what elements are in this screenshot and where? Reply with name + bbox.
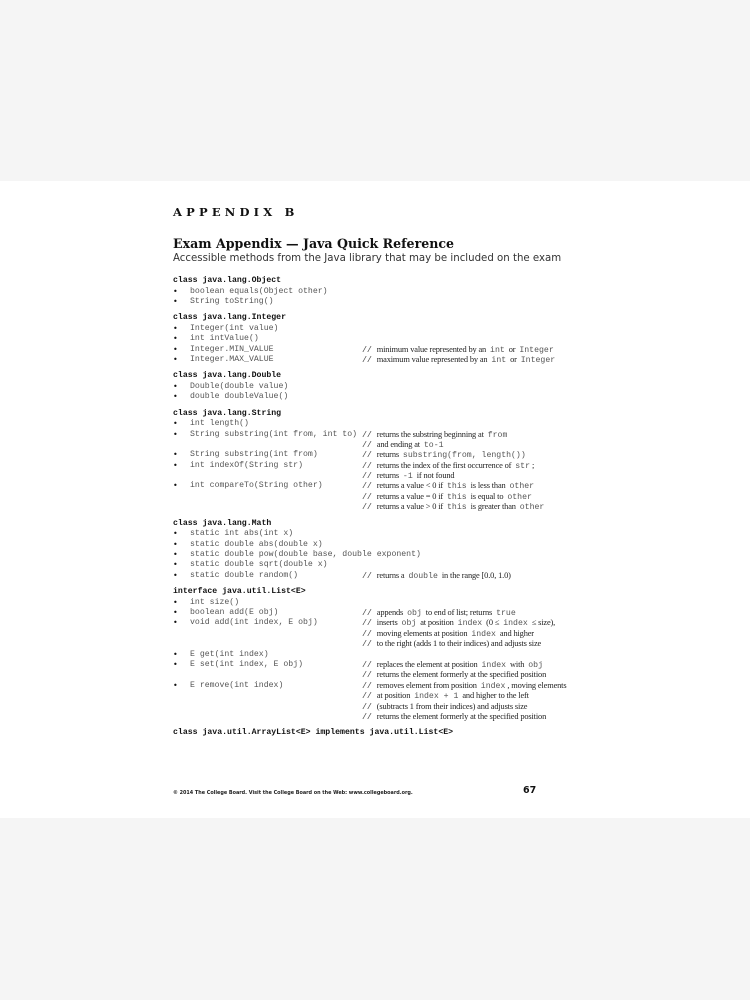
comment-text: at position	[376, 691, 413, 701]
comment-text: or	[508, 354, 519, 364]
class-heading: class java.lang.Double	[173, 371, 282, 381]
comment-code: -1	[402, 472, 413, 482]
reference-content	[173, 276, 593, 737]
comment-text: minimum value represented by an	[376, 344, 489, 354]
method-row	[173, 324, 593, 334]
comment-text: ≤ size),	[529, 618, 556, 628]
method-comment	[362, 492, 534, 502]
method-signature: String toString()	[190, 296, 274, 306]
method-signature: Integer.MIN_VALUE	[190, 344, 274, 354]
class-section	[173, 276, 593, 307]
method-comment	[362, 430, 509, 440]
method-signature: static double random()	[190, 570, 299, 580]
comment-text: is less than	[468, 481, 508, 491]
comment-slashes: //	[362, 460, 372, 471]
method-comment	[362, 355, 557, 365]
comment-text: or	[506, 344, 518, 354]
method-signature: static double abs(double x)	[190, 539, 323, 549]
method-row	[173, 608, 593, 618]
method-signature: String substring(int from, int to)	[190, 429, 358, 439]
comment-slashes: //	[362, 491, 372, 502]
method-comment	[362, 502, 546, 512]
comment-code: int	[490, 345, 505, 355]
bullet-icon: •	[173, 323, 178, 333]
bullet-icon	[173, 702, 190, 712]
method-signature	[190, 702, 362, 712]
bullet-icon: •	[173, 354, 178, 364]
comment-code: substring(from, length())	[402, 451, 526, 461]
comment-text: returns a value = 0 if	[376, 491, 446, 501]
comment-text: returns	[376, 450, 401, 460]
method-row	[173, 540, 593, 550]
bullet-icon: •	[173, 429, 178, 439]
method-signature: void add(int index, E obj)	[190, 618, 318, 628]
comment-code: index	[457, 619, 483, 629]
method-comment	[362, 629, 534, 639]
comment-continuation-row	[173, 471, 593, 481]
bullet-icon	[173, 712, 190, 722]
bullet-icon: •	[173, 649, 178, 659]
page-title: Exam Appendix — Java Quick Reference	[173, 236, 455, 251]
comment-slashes: //	[362, 680, 372, 691]
comment-code: to-1	[423, 440, 444, 450]
comment-slashes: //	[362, 429, 372, 440]
comment-code: index	[471, 629, 496, 639]
method-signature	[190, 670, 362, 680]
bullet-icon	[173, 629, 190, 639]
comment-text: and higher	[497, 628, 534, 638]
method-comment	[362, 450, 528, 460]
comment-text: , moving elements	[507, 680, 567, 690]
comment-text: is greater than	[468, 502, 518, 512]
method-row	[173, 419, 593, 429]
appendix-label: APPENDIX B	[173, 205, 299, 219]
bullet-icon	[173, 471, 190, 481]
comment-continuation-row	[173, 702, 593, 712]
comment-continuation-row	[173, 712, 593, 722]
comment-slashes: //	[362, 607, 372, 618]
comment-text: is equal to	[468, 491, 506, 501]
comment-slashes: //	[362, 502, 372, 513]
method-comment	[362, 471, 454, 481]
bullet-icon	[173, 440, 190, 450]
comment-slashes: //	[362, 659, 372, 670]
comment-slashes: //	[362, 691, 372, 702]
comment-continuation-row	[173, 502, 593, 512]
method-signature: int compareTo(String other)	[190, 481, 323, 491]
comment-text: and ending at	[376, 439, 422, 449]
method-row	[173, 618, 593, 628]
method-signature: static double sqrt(double x)	[190, 560, 328, 570]
class-heading: class java.lang.String	[173, 408, 282, 418]
comment-slashes: //	[362, 639, 372, 650]
method-signature: boolean equals(Object other)	[190, 286, 328, 296]
comment-code: other	[519, 503, 545, 513]
method-signature: E remove(int index)	[190, 680, 284, 690]
method-comment	[362, 670, 546, 680]
method-signature	[190, 639, 362, 649]
method-comment	[362, 691, 529, 701]
comment-slashes: //	[362, 344, 372, 355]
method-signature: Integer.MAX_VALUE	[190, 354, 274, 364]
method-row	[173, 345, 593, 355]
method-signature: int length()	[190, 419, 249, 429]
comment-text: (0 ≤	[484, 618, 502, 628]
method-row	[173, 529, 593, 539]
comment-text: to end of list; returns	[423, 607, 495, 617]
class-section	[173, 409, 593, 513]
comment-code: other	[509, 482, 535, 492]
method-comment	[362, 660, 545, 670]
method-row	[173, 461, 593, 471]
comment-text: inserts	[376, 618, 400, 628]
class-heading: class java.lang.Math	[173, 518, 272, 528]
method-row	[173, 334, 593, 344]
comment-code: str	[515, 461, 531, 471]
method-signature: static int abs(int x)	[190, 529, 294, 539]
method-comment	[362, 461, 534, 471]
bullet-icon: •	[173, 286, 178, 296]
class-section	[173, 371, 593, 402]
method-signature: int size()	[190, 597, 240, 607]
method-comment	[362, 639, 541, 649]
method-comment	[362, 608, 518, 618]
method-row	[173, 481, 593, 491]
method-row	[173, 297, 593, 307]
method-row	[173, 598, 593, 608]
comment-code: this	[447, 482, 467, 492]
comment-text: at position	[418, 618, 456, 628]
comment-continuation-row	[173, 670, 593, 680]
method-signature: Integer(int value)	[190, 323, 279, 333]
bullet-icon: •	[173, 344, 178, 354]
comment-continuation-row	[173, 492, 593, 502]
class-sections	[173, 276, 593, 722]
comment-text: (subtracts 1 from their indices) and adjusts size	[376, 701, 528, 711]
comment-code: index + 1	[414, 692, 459, 702]
method-comment	[362, 681, 566, 691]
bullet-icon: •	[173, 560, 178, 570]
comment-text: replaces the element at position	[376, 659, 480, 669]
bullet-icon: •	[173, 618, 178, 628]
bullet-icon	[173, 502, 190, 512]
method-signature: int intValue()	[190, 334, 259, 344]
bullet-icon: •	[173, 460, 178, 470]
bullet-icon: •	[173, 597, 178, 607]
comment-slashes: //	[362, 618, 372, 629]
comment-code: this	[447, 503, 467, 513]
method-signature	[190, 691, 362, 701]
comment-slashes: //	[362, 439, 372, 450]
comment-text: returns the substring beginning at	[376, 429, 486, 439]
comment-code: from	[487, 430, 508, 440]
method-signature: E set(int index, E obj)	[190, 659, 304, 669]
comment-code: Integer	[519, 345, 554, 355]
method-row	[173, 392, 593, 402]
method-signature	[190, 502, 362, 512]
method-comment	[362, 440, 446, 450]
bullet-icon	[173, 670, 190, 680]
comment-text: returns the element formerly at the specified position	[376, 711, 547, 721]
bullet-icon	[173, 639, 190, 649]
bullet-icon: •	[173, 419, 178, 429]
comment-code: int	[491, 355, 507, 365]
comment-code: true	[496, 608, 516, 618]
method-comment	[362, 481, 536, 491]
comment-code: obj	[528, 660, 544, 670]
comment-code: Integer	[520, 355, 556, 365]
page-number: 67	[523, 785, 537, 796]
comment-slashes: //	[362, 701, 372, 712]
method-comment	[362, 712, 546, 722]
bullet-icon: •	[173, 381, 178, 391]
comment-code: index	[480, 681, 506, 691]
comment-slashes: //	[362, 628, 372, 639]
method-signature: boolean add(E obj)	[190, 607, 279, 617]
bullet-icon	[173, 492, 190, 502]
comment-text: returns	[376, 471, 401, 481]
comment-text: to the right (adds 1 to their indices) and adjusts size	[376, 639, 542, 649]
comment-text: if not found	[414, 471, 455, 481]
comment-slashes: //	[362, 354, 372, 365]
comment-code: this	[447, 492, 467, 502]
comment-text: removes element from position	[376, 680, 479, 690]
comment-slashes: //	[362, 711, 372, 722]
method-row	[173, 660, 593, 670]
bullet-icon: •	[173, 450, 178, 460]
class-heading: class java.lang.Integer	[173, 313, 287, 323]
bullet-icon: •	[173, 539, 178, 549]
comment-text: returns the element formerly at the specified position	[376, 670, 547, 680]
method-row	[173, 382, 593, 392]
method-comment	[362, 618, 555, 628]
page-subtitle: Accessible methods from the Java library that may be included on the exam	[173, 253, 562, 264]
bullet-icon: •	[173, 570, 178, 580]
comment-text: maximum value represented by an	[376, 354, 490, 364]
method-signature: E get(int index)	[190, 649, 269, 659]
method-signature: String substring(int from)	[190, 450, 318, 460]
bullet-icon: •	[173, 481, 178, 491]
comment-continuation-row	[173, 639, 593, 649]
document-page	[0, 181, 750, 818]
method-comment	[362, 345, 556, 355]
comment-text: and higher to the left	[460, 691, 529, 701]
bullet-icon	[173, 691, 190, 701]
method-row	[173, 450, 593, 460]
comment-slashes: //	[362, 670, 372, 681]
comment-code: double	[408, 571, 438, 581]
class-heading: interface java.util.List<E>	[173, 587, 306, 597]
method-row	[173, 550, 593, 560]
comment-continuation-row	[173, 440, 593, 450]
class-heading: class java.lang.Object	[173, 276, 282, 285]
method-row	[173, 287, 593, 297]
method-signature: Double(double value)	[190, 381, 289, 391]
method-row	[173, 681, 593, 691]
comment-code: index	[503, 619, 528, 629]
arraylist-class-heading: class java.util.ArrayList<E> implements java.util.List<E>	[173, 728, 454, 738]
method-signature: double doubleValue()	[190, 392, 289, 402]
comment-code: index	[481, 660, 507, 670]
bullet-icon: •	[173, 549, 178, 559]
comment-slashes: //	[362, 570, 372, 581]
comment-code: obj	[407, 608, 422, 618]
comment-slashes: //	[362, 450, 372, 461]
method-signature: static double pow(double base, double exponent)	[190, 549, 421, 559]
method-row	[173, 430, 593, 440]
comment-text: moving elements at position	[376, 628, 470, 638]
method-comment	[362, 702, 527, 712]
method-signature	[190, 492, 362, 502]
class-section	[173, 313, 593, 365]
comment-text: returns a	[376, 570, 407, 580]
method-row	[173, 571, 593, 581]
class-section	[173, 587, 593, 722]
method-signature	[190, 629, 362, 639]
method-signature: int indexOf(String str)	[190, 460, 304, 470]
comment-slashes: //	[362, 471, 372, 482]
comment-text: appends	[376, 607, 406, 617]
method-comment	[362, 571, 511, 581]
comment-text: in the range [0.0, 1.0)	[439, 570, 511, 580]
method-row	[173, 650, 593, 660]
comment-code: other	[507, 492, 532, 502]
comment-slashes: //	[362, 481, 372, 492]
bullet-icon: •	[173, 392, 178, 402]
comment-text: ;	[532, 460, 535, 470]
method-signature	[190, 471, 362, 481]
bullet-icon: •	[173, 296, 178, 306]
comment-text: returns a value > 0 if	[376, 502, 446, 512]
method-row	[173, 560, 593, 570]
bullet-icon: •	[173, 529, 178, 539]
bullet-icon: •	[173, 334, 178, 344]
comment-text: returns the index of the first occurrence of	[376, 460, 514, 470]
method-row	[173, 355, 593, 365]
comment-text: returns a value < 0 if	[376, 481, 446, 491]
class-section	[173, 519, 593, 581]
comment-code: obj	[401, 619, 417, 629]
bullet-icon: •	[173, 680, 178, 690]
comment-continuation-row	[173, 629, 593, 639]
method-signature	[190, 712, 362, 722]
comment-continuation-row	[173, 691, 593, 701]
method-signature	[190, 440, 362, 450]
footer-copyright: © 2014 The College Board. Visit the College Board on the Web: www.collegeboard.org.	[173, 790, 413, 796]
comment-text: with	[508, 659, 527, 669]
bullet-icon: •	[173, 607, 178, 617]
bullet-icon: •	[173, 659, 178, 669]
